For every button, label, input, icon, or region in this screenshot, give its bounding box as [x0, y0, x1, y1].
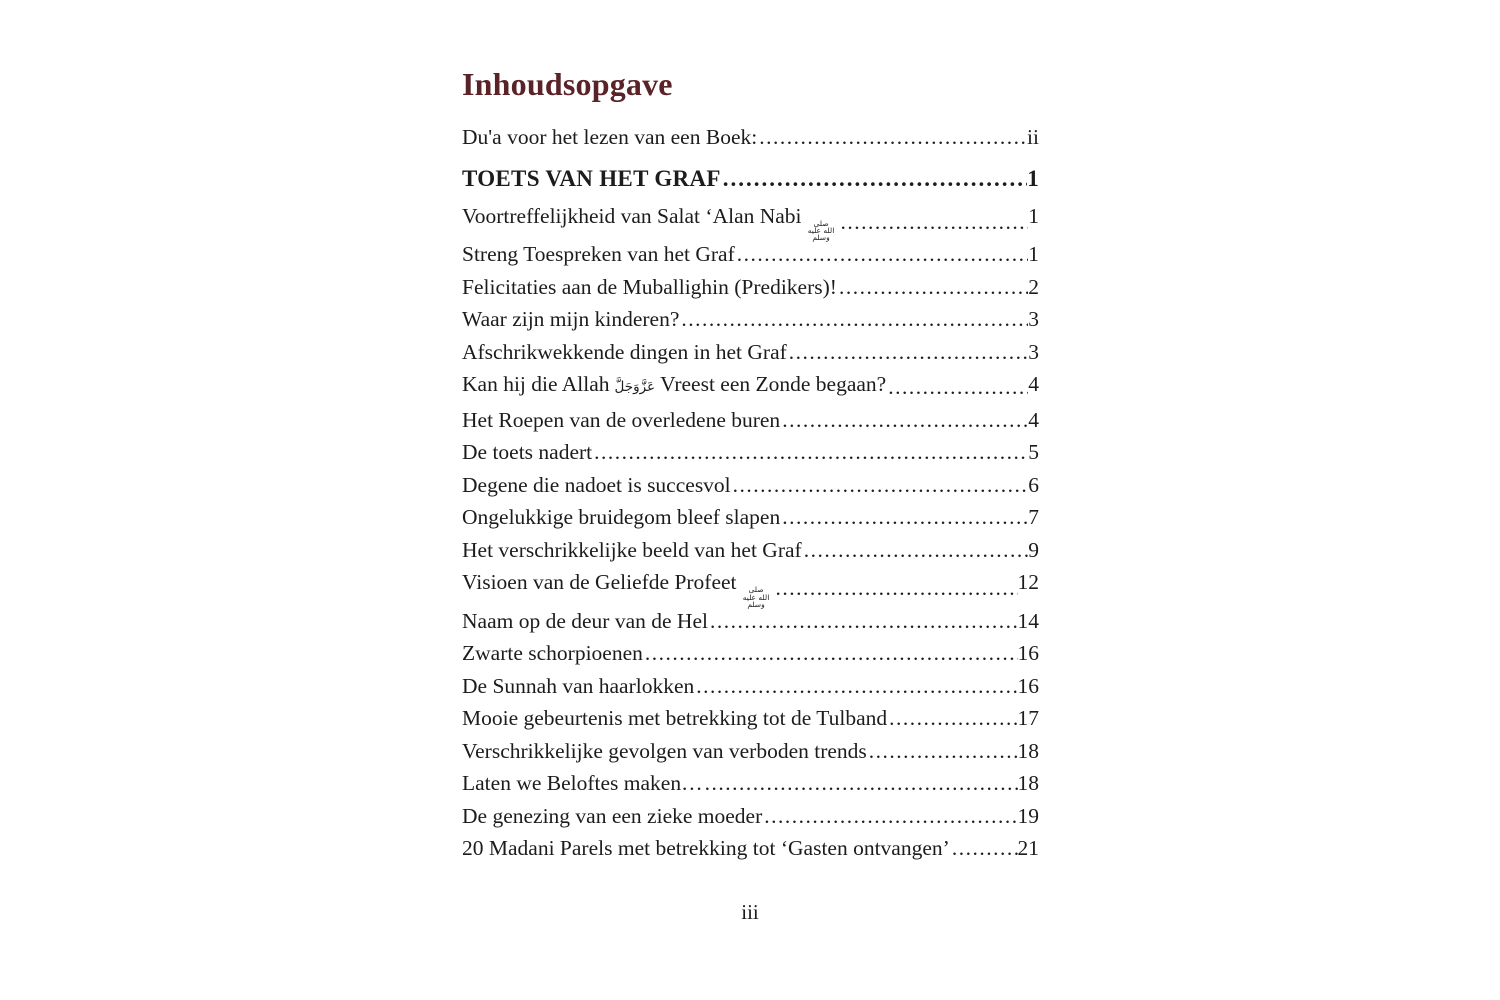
toc-page-number: 16 — [1017, 641, 1039, 666]
toc-leader-dots — [780, 404, 1028, 437]
toc-entry — [462, 404, 1039, 437]
toc-leader-dots — [731, 469, 1029, 502]
toc-page-number: 3 — [1028, 339, 1039, 364]
toc-entry-label: Felicitaties aan de Muballighin (Predikers)! — [462, 274, 837, 299]
toc-page-number: 16 — [1017, 673, 1039, 698]
toc-page-number: 18 — [1017, 771, 1039, 796]
toc-entry-label: 20 Madani Parels met betrekking tot ‘Gasten ontvangen’ — [462, 836, 950, 861]
toc-leader-dots — [774, 566, 1018, 604]
honorific-azzawajal: عَزَّوَجَلَّ — [614, 379, 656, 396]
toc-leader-dots — [757, 121, 1027, 154]
toc-entry-label: Kan hij die Allah — [462, 372, 610, 397]
honorific-sallallahu-icon: صلى الله عليه وسلم — [807, 219, 835, 243]
toc-leader-dots — [787, 336, 1028, 369]
toc-page-number: 17 — [1017, 706, 1039, 731]
toc-page-number: 19 — [1017, 803, 1039, 828]
toc-page-number: 9 — [1028, 537, 1039, 562]
toc-entry-label: Laten we Beloftes maken… — [462, 771, 703, 796]
toc-page-number: 1 — [1028, 204, 1039, 228]
toc-list — [462, 121, 1039, 865]
toc-page-number: 1 — [1028, 242, 1039, 267]
toc-entry — [462, 121, 1039, 154]
toc-entry-label: Ongelukkige bruidegom bleef slapen — [462, 505, 781, 530]
toc-entry — [462, 670, 1039, 703]
toc-entry-label: Zwarte schorpioenen — [462, 641, 643, 666]
toc-page-number: 14 — [1017, 608, 1039, 633]
toc-page-number: 18 — [1017, 738, 1039, 763]
toc-entry-label: De toets nadert — [462, 440, 593, 465]
toc-entry — [462, 368, 1039, 404]
toc-entry — [462, 832, 1039, 865]
toc-page-number: 4 — [1028, 372, 1039, 397]
toc-page-number: 5 — [1028, 440, 1039, 465]
toc-entry — [462, 238, 1039, 271]
toc-entry-label: Du'a voor het lezen van een Boek: — [462, 125, 758, 149]
toc-entry-label: Het Roepen van de overledene buren — [462, 407, 781, 432]
toc-entry — [462, 271, 1039, 304]
toc-entry-label: Streng Toespreken van het Graf — [462, 242, 735, 267]
toc-entry — [462, 501, 1039, 534]
toc-leader-dots — [694, 670, 1017, 703]
toc-entry-label: Waar zijn mijn kinderen? — [462, 307, 680, 332]
toc-leader-dots — [762, 800, 1017, 833]
page-title: Inhoudsopgave — [462, 66, 673, 102]
toc-entry-label-after: Vreest een Zonde begaan? — [660, 372, 887, 397]
toc-leader-dots — [708, 605, 1018, 638]
toc-entry — [462, 800, 1039, 833]
toc-entry-label: De Sunnah van haarlokken — [462, 673, 695, 698]
toc-entry — [462, 767, 1039, 800]
toc-entry-label: Naam op de deur van de Hel — [462, 608, 708, 633]
footer-page-number: iii — [741, 900, 759, 924]
toc-entry-label: Mooie gebeurtenis met betrekking tot de Tulband — [462, 706, 888, 731]
toc-entry — [462, 303, 1039, 336]
toc-entry — [462, 534, 1039, 567]
toc-entry — [462, 469, 1039, 502]
toc-entry-label: De genezing van een zieke moeder — [462, 803, 763, 828]
toc-entry — [462, 605, 1039, 638]
toc-page-content — [462, 64, 1039, 865]
toc-entry-label: Degene die nadoet is succesvol — [462, 472, 731, 497]
toc-page-number: 12 — [1017, 570, 1039, 595]
toc-leader-dots — [592, 436, 1028, 469]
toc-leader-dots — [679, 303, 1028, 336]
toc-leader-dots — [839, 200, 1029, 238]
toc-entry-label: Afschrikwekkende dingen in het Graf — [462, 339, 787, 364]
toc-leader-dots — [886, 368, 1028, 404]
toc-entry — [462, 566, 1039, 609]
toc-leader-dots — [887, 702, 1017, 735]
toc-page-number: 1 — [1027, 165, 1039, 191]
toc-entry — [462, 336, 1039, 369]
toc-leader-dots — [950, 832, 1018, 865]
toc-entry — [462, 163, 1039, 196]
toc-page-number: 21 — [1017, 836, 1039, 861]
toc-leader-dots — [802, 534, 1029, 567]
toc-entry-label: Verschrikkelijke gevolgen van verboden trends — [462, 738, 867, 763]
toc-entry-label: Het verschrikkelijke beeld van het Graf — [462, 537, 802, 562]
toc-leader-dots — [780, 501, 1028, 534]
toc-page-number: 2 — [1028, 274, 1039, 299]
toc-page-number: 3 — [1028, 307, 1039, 332]
toc-page-number: 7 — [1028, 505, 1039, 530]
toc-entry — [462, 702, 1039, 735]
toc-leader-dots — [867, 735, 1018, 768]
toc-page-number: 4 — [1028, 407, 1039, 432]
toc-page-number: 6 — [1028, 472, 1039, 497]
toc-page-number: ii — [1027, 125, 1039, 149]
toc-entry-label: Voortreffelijkheid van Salat ‘Alan Nabi — [462, 204, 802, 228]
toc-entry — [462, 637, 1039, 670]
toc-entry — [462, 200, 1039, 243]
toc-entry-label: TOETS VAN HET GRAF — [462, 165, 721, 191]
toc-leader-dots — [721, 163, 1027, 196]
toc-entry — [462, 436, 1039, 469]
toc-leader-dots — [703, 767, 1018, 800]
toc-entry — [462, 735, 1039, 768]
toc-leader-dots — [643, 637, 1018, 670]
toc-leader-dots — [837, 271, 1028, 304]
honorific-sallallahu-icon: صلى الله عليه وسلم — [742, 585, 770, 609]
toc-entry-label: Visioen van de Geliefde Profeet — [462, 570, 737, 595]
toc-leader-dots — [735, 238, 1029, 271]
